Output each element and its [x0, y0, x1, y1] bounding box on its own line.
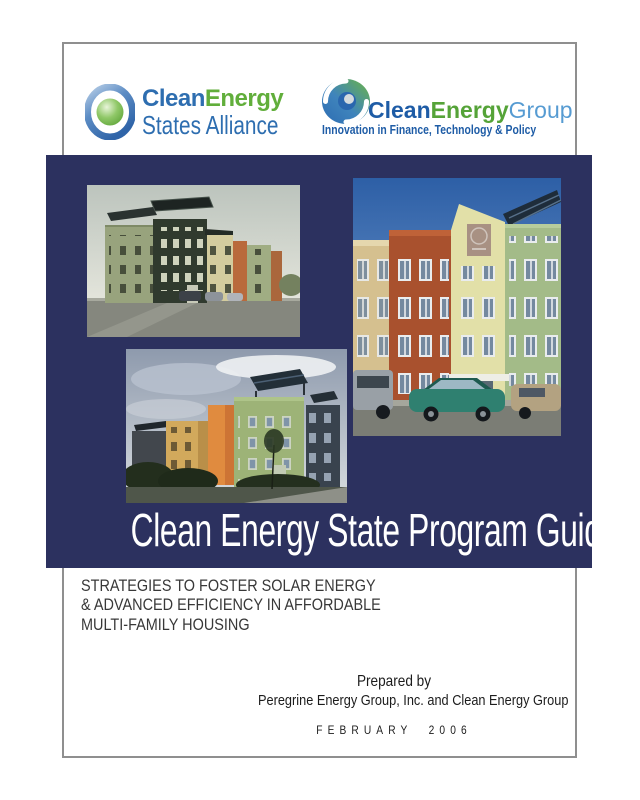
photo-building-solar-array	[353, 178, 561, 436]
ceg-logo	[321, 78, 573, 138]
prepared-by-names: Peregrine Energy Group, Inc. and Clean Energy Group	[258, 692, 569, 709]
cesa-logo-text	[142, 87, 313, 138]
subtitle-line-2: & ADVANCED EFFICIENCY IN AFFORDABLE	[81, 595, 381, 615]
prepared-by-block	[258, 672, 569, 737]
cesa-logo-line2: States Alliance	[142, 110, 279, 140]
publication-date: FEBRUARY 2006	[316, 723, 472, 737]
ceg-swirl-icon	[321, 78, 371, 125]
subtitle-line-1: STRATEGIES TO FOSTER SOLAR ENERGY	[81, 576, 376, 595]
photo-street-view-solar-housing	[87, 185, 300, 337]
photo-dusk-solar-housing	[126, 349, 347, 503]
ceg-logo-text: CleanEnergyGroup	[368, 97, 573, 123]
ceg-logo-tagline: Innovation in Finance, Technology & Policy	[322, 122, 537, 137]
cesa-logo-line1: CleanEnergy	[142, 85, 284, 112]
cover-photo-panel	[46, 155, 619, 568]
cover-title: Clean Energy State Program Guide	[130, 504, 619, 556]
cesa-logo	[85, 84, 300, 140]
subtitle-line-3: MULTI-FAMILY HOUSING	[81, 614, 250, 634]
prepared-by-label: Prepared by	[356, 673, 432, 690]
cover-subtitle	[81, 576, 381, 634]
cesa-orb-icon	[85, 84, 135, 140]
